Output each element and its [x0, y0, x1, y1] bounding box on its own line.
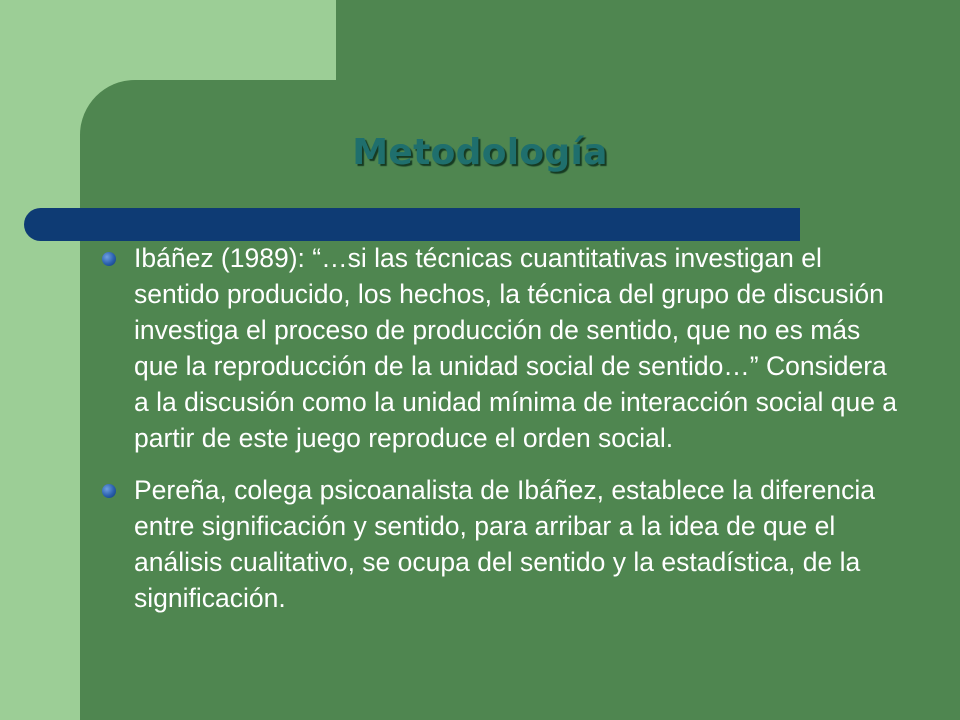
- top-accent-band: [0, 0, 336, 80]
- bullet-text: Ibáñez (1989): “…si las técnicas cuantitativas investigan el sentido producido, los hechos, la técnica del grupo de discusión investiga el proceso de producción de sentido, que no es más que la reproducción de la unidad social de sentido…” Considera a la discusión como la unidad mínima de interacción social que a partir de este juego reproduce el orden social.: [134, 243, 898, 453]
- bullet-text: Pereña, colega psicoanalista de Ibáñez, establece la diferencia entre significación y sentido, para arribar a la idea de que el análisis cualitativo, se ocupa del sentido y la estadística, de la significación.: [134, 475, 876, 613]
- left-accent-band: [0, 0, 80, 720]
- bullet-dot-icon: [102, 484, 116, 498]
- slide-title: Metodología: [352, 132, 608, 173]
- bullet-dot-icon: [102, 252, 116, 266]
- bullet-item: [100, 472, 900, 616]
- bullet-list: [100, 240, 900, 632]
- bullet-item: [100, 240, 900, 456]
- title-underline-bar: [24, 208, 800, 241]
